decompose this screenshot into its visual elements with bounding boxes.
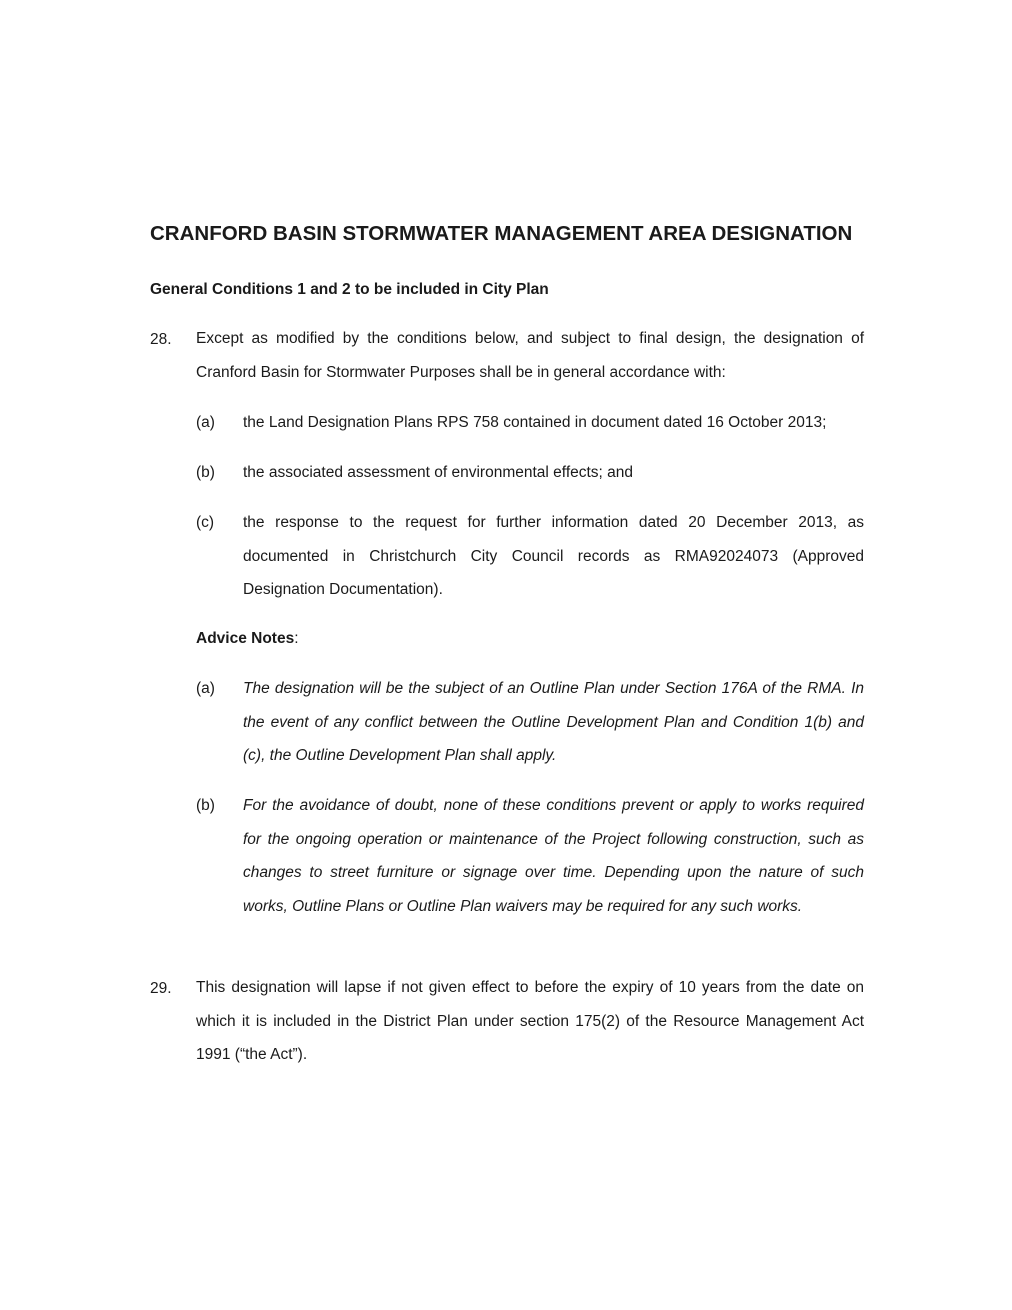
clause-29-text: This designation will lapse if not given effect to before the expiry of 10 years from the date on which it is included in the District Plan under section 175(2) of the Resource Management Act 1991 (“the Act”).: [196, 979, 864, 1063]
advice-note-a-text: The designation will be the subject of an Outline Plan under Section 176A of the RMA. In the event of any conflict between the Outline Development Plan and Condition 1(b) and (c), the Outline Development Plan shall apply.: [243, 680, 864, 764]
advice-note-b-label: (b): [196, 797, 215, 814]
advice-notes-colon: :: [294, 630, 299, 647]
clause-28-item-c-label: (c): [196, 514, 215, 531]
clause-28-item-c-text: the response to the request for further information dated 20 December 2013, as documented in Christchurch City Council records as RMA92024073 (Approved Designation Documentation).: [243, 514, 864, 598]
clause-28-item-b-label: (b): [196, 464, 215, 481]
advice-note-a-label: (a): [196, 680, 215, 697]
clause-28-item-a-label: (a): [196, 414, 215, 431]
advice-note-b-text: For the avoidance of doubt, none of these conditions prevent or apply to works required for the ongoing operation or maintenance of the Project following construction, such as changes to street furniture or signage over time. Depending upon the nature of such works, Outline Plans or Outline Plan waivers may be required for any such works.: [243, 797, 864, 915]
clause-28-item-b-text: the associated assessment of environmental effects; and: [243, 464, 634, 481]
clause-28-item-a-text: the Land Designation Plans RPS 758 contained in document dated 16 October 2013;: [243, 414, 827, 431]
clause-28-number: 28.: [150, 331, 172, 348]
clause-29-number: 29.: [150, 980, 172, 997]
document-title: CRANFORD BASIN STORMWATER MANAGEMENT AREA DESIGNATION: [150, 222, 853, 245]
advice-notes-heading: [196, 622, 299, 656]
document-subtitle: General Conditions 1 and 2 to be included in City Plan: [150, 281, 549, 298]
advice-notes-heading-label: Advice Notes: [196, 630, 295, 647]
clause-28-text: Except as modified by the conditions below, and subject to final design, the designation of Cranford Basin for Stormwater Purposes shall be in general accordance with:: [196, 330, 864, 381]
